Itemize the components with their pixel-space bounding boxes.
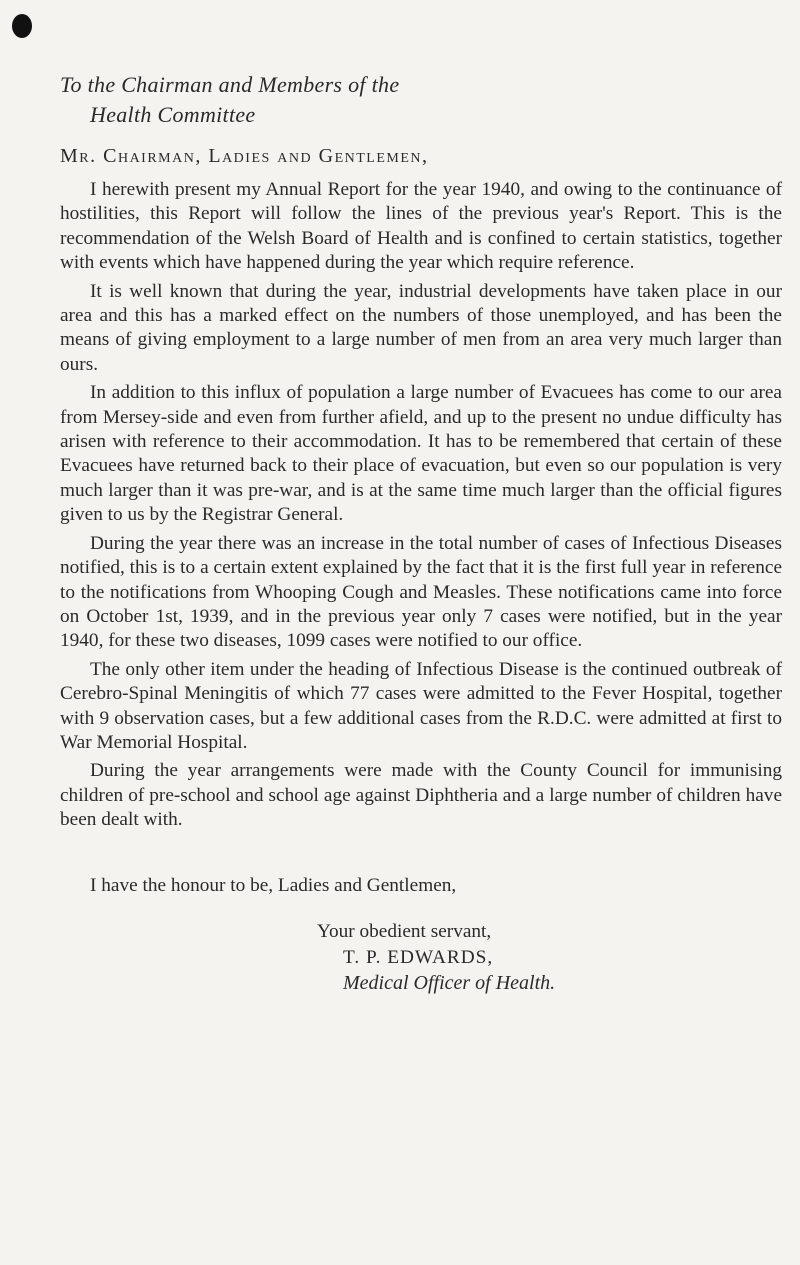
punch-hole [12,14,32,38]
closing-servant: Your obedient servant, [317,921,492,942]
addressee-line-1: To the Chairman and Members of the [60,72,400,97]
paragraph-1: I herewith present my Annual Report for the year 1940, and owing to the continuance of hostilities, this Report will follow the lines of the previous year's Report. This is the recommendation of the Welsh Board of Health and is confined to certain statistics, together with events which have happened during the year which require reference. [60,179,782,274]
paragraph-6: During the year arrangements were made with the County Council for immunising children of pre-school and school age against Diphtheria and a large number of children have been dealt with. [60,760,782,831]
signatory-name: T. P. EDWARDS, [343,947,494,968]
paragraph-2: It is well known that during the year, industrial developments have taken place in our area and this has a marked effect on the numbers of those unemployed, and has been the means of giving employment to a large number of men from an area very much larger than ours. [60,280,782,375]
addressee [60,70,399,130]
paragraph-5: The only other item under the heading of Infectious Disease is the continued outbreak of Cerebro-Spinal Meningitis of which 77 cases were admitted to the Fever Hospital, together with 9 observation cases, but a few additional cases from the R.D.C. were admitted at first to War Memorial Hospital. [60,658,782,753]
paragraph-3: In addition to this influx of population a large number of Evacuees has come to our area from Mersey-side and even from further afield, and up to the present no undue difficulty has arisen with reference to their accommodation. It has to be remembered that certain of these Evacuees have returned back to their place of evacuation, but even so our population is very much larger than it was pre-war, and is at the same time much larger than the official figures given to us by the Registrar General. [60,382,782,526]
signatory-title: Medical Officer of Health. [343,972,556,994]
paragraph-4: During the year there was an increase in the total number of cases of Infectious Diseases notified, this is to a certain extent explained by the fact that it is the first full year in reference to the notifications from Whooping Cough and Measles. These notifications came into force on October 1st, 1939, and in the previous year only 7 cases were notified, but in the year 1940, for these two diseases, 1099 cases were notified to our office. [60,532,782,652]
letter-body [60,178,782,837]
closing-honour: I have the honour to be, Ladies and Gentlemen, [90,875,457,896]
addressee-line-2: Health Committee [90,102,256,127]
salutation: Mr. Chairman, Ladies and Gentlemen, [60,145,429,167]
